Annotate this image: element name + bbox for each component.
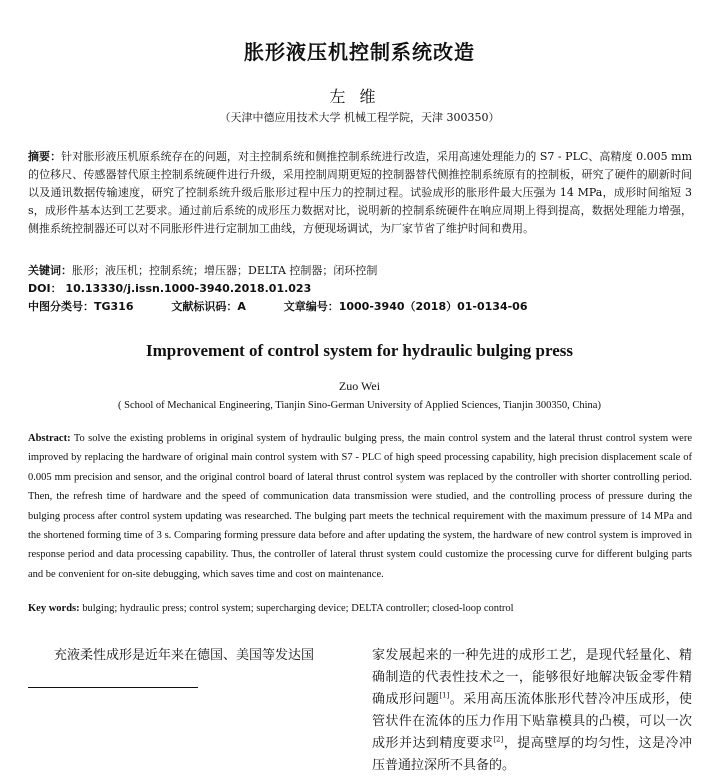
english-keywords <box>28 600 692 618</box>
english-abstract <box>28 429 692 584</box>
body-right-column <box>372 645 692 777</box>
english-title: Improvement of control system for hydraulic bulging press <box>145 341 574 360</box>
chinese-title: 胀形液压机控制系统改造 <box>244 40 475 64</box>
chinese-keywords <box>28 262 692 280</box>
english-keywords-label: Key words: <box>28 603 80 614</box>
doi-value: 10.13330/j.issn.1000-3940.2018.01.023 <box>65 282 312 295</box>
document-code-label: 文献标识码： <box>171 300 238 313</box>
chinese-keywords-label: 关键词： <box>28 264 72 277</box>
english-author: Zuo Wei <box>338 379 381 393</box>
chinese-abstract <box>28 148 692 238</box>
chinese-author: 左维 <box>329 87 390 106</box>
chinese-abstract-label: 摘要： <box>28 150 62 163</box>
clc-label: 中图分类号： <box>28 300 94 313</box>
classification-line <box>28 298 692 316</box>
body-text-part-2: 。采用高压流体胀形代替冷冲压成形，使管状件在流体的压力作用下贴靠模具的凸模，可以一次成形并达到精度要求 <box>372 692 692 751</box>
body-text-part-3: ，提高壁厚的均匀性，这是冷冲压普通拉深所不具备的。 <box>372 736 692 773</box>
doi-label: DOI： <box>28 282 62 295</box>
document-code-value: A <box>237 300 246 313</box>
doi-line <box>28 280 692 298</box>
english-affiliation: ( School of Mechanical Engineering, Tianjin Sino-German University of Applied Sciences, Tianjin 300350, China) <box>118 400 601 411</box>
chinese-abstract-text: 针对胀形液压机原系统存在的问题，对主控制系统和侧推控制系统进行改造，采用高速处理能力的 S7 - PLC、高精度 0.005 mm 的位移尺、传感器替代原主控制系统硬件进行升级，采用控制周期更短的控制器替代侧推控制系统原有的控制板，研究了硬件的刷新时间以及通讯数据传输速度，研究了控制系统升级后胀形过程中压力的控制过程。试验成形的胀形件最大压强为 14 MPa，成形时间缩短 3 s，成形件基本达到工艺要求。通过前后系统的成形压力数据对比，说明新的控制系统硬件在响应周期上得到提高，数据处理能力增强，侧推系统控制器还可以对不同胀形件进行定制加工曲线，方便现场调试，为厂家节省了维护时间和费用。 <box>28 150 692 235</box>
body-left-column: 充液柔性成形是近年来在德国、美国等发达国 <box>54 648 315 663</box>
chinese-keywords-text: 胀形；液压机；控制系统；增压器；DELTA 控制器；闭环控制 <box>72 264 378 277</box>
chinese-affiliation: （天津中德应用技术大学 机械工程学院，天津 300350） <box>219 111 500 124</box>
article-number-value: 1000-3940（2018）01-0134-06 <box>338 300 528 313</box>
body-text-part-1: 家发展起来的一种先进的成形工艺，是现代轻量化、精确制造的代表性技术之一，能够很好地解决钣金零件精确成形问题 <box>372 648 692 707</box>
footnote-divider <box>28 687 198 688</box>
article-number <box>284 298 528 316</box>
article-number-label: 文章编号： <box>283 300 339 313</box>
english-abstract-text: To solve the existing problems in original system of hydraulic bulging press, the main control system and the lateral thrust control system were improved by replacing the hardware of original main control system with S7 - PLC of high speed processing capability, high precision displacement scale of 0.005 mm precision and sensor, and the original control board of lateral thrust control system was replaced by the controller with shorter controlling period. Then, the refresh time of hardware and the speed of communication data transmission were studied, and the controlling process of pressure during the bulging process after control system updating was researched. The bulging part meets the technical requirement with the maximum pressure of 14 MPa and the shortened forming time of 3 s. Comparing forming pressure data before and after updating the system, the hardware of new control system is improved in response period and data processing capability. Thus, the controller of lateral thrust system could customize the processing curve for different bulging parts and be convenient for on-site debugging, which saves time and cost on maintenance. <box>28 433 693 580</box>
citation-1[interactable]: [1] <box>439 691 450 700</box>
clc-number <box>28 298 134 316</box>
document-code <box>171 298 246 316</box>
clc-value: TG316 <box>94 300 134 313</box>
english-abstract-label: Abstract: <box>28 433 71 444</box>
citation-2[interactable]: [2] <box>493 735 504 744</box>
english-keywords-text: bulging; hydraulic press; control system; supercharging device; DELTA controller; closed-loop control <box>82 603 514 614</box>
